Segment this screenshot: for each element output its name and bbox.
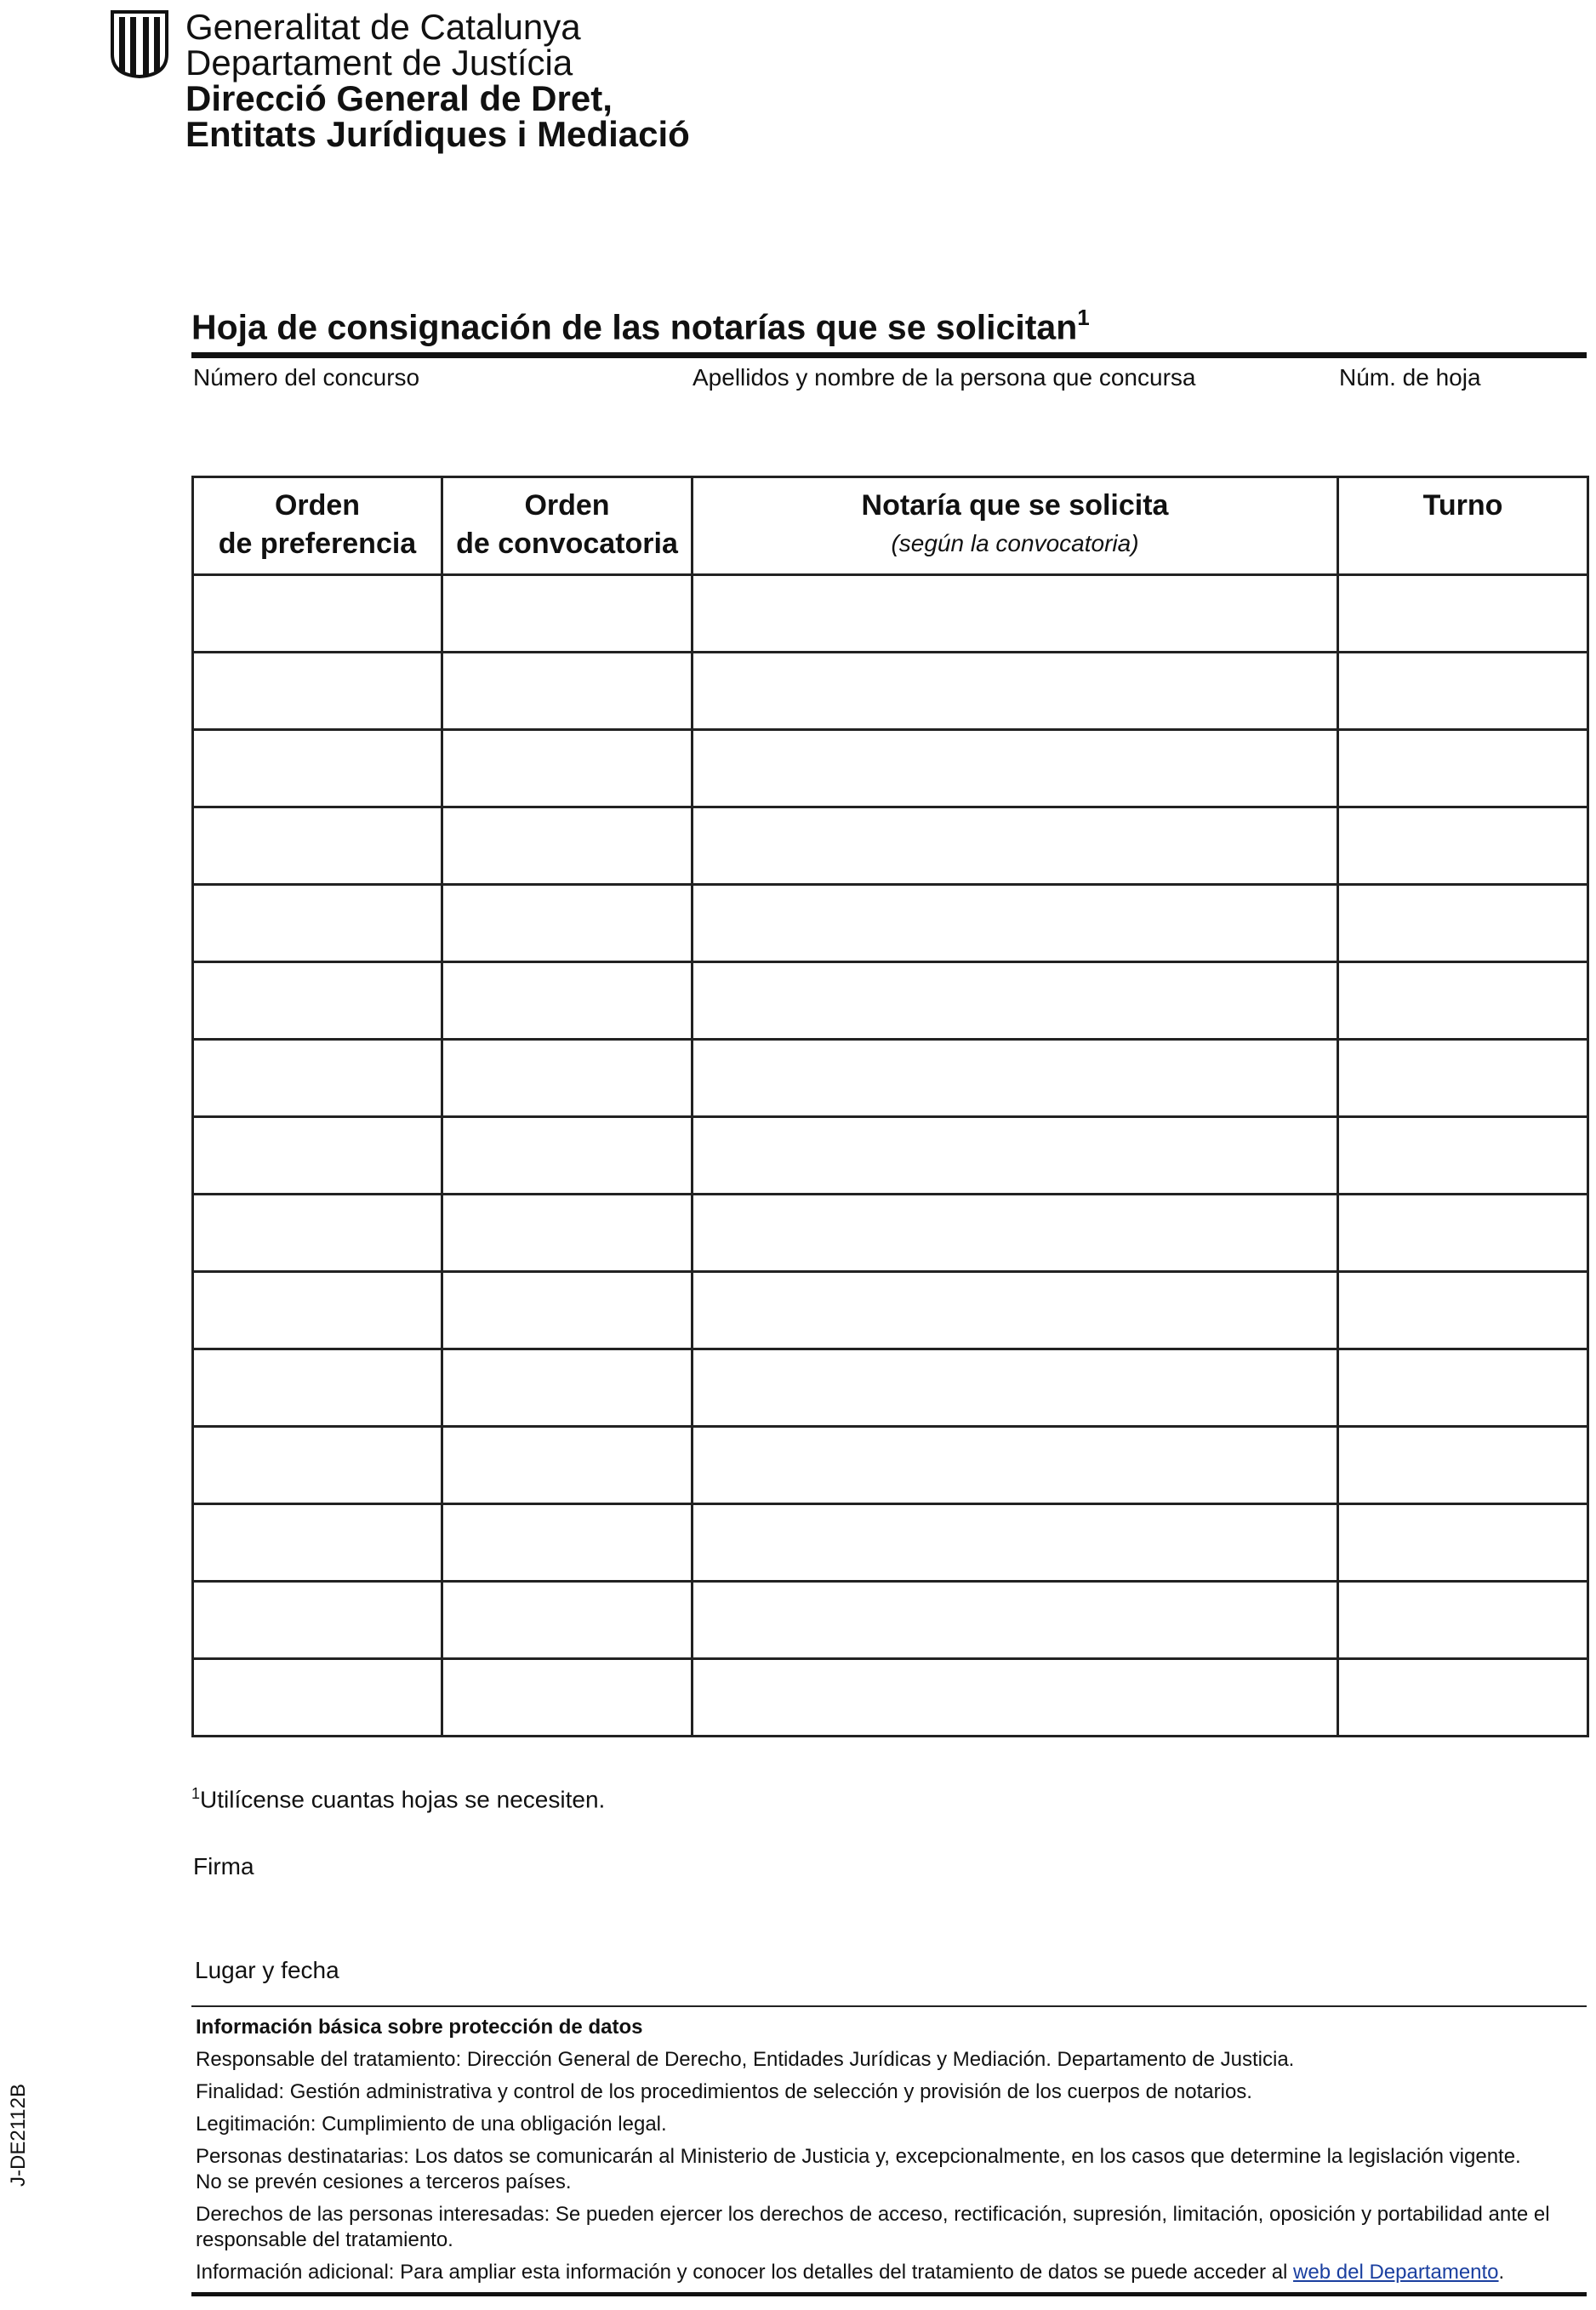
cell-orden-convocatoria[interactable] <box>442 653 693 730</box>
dp-adicional-end: . <box>1498 2261 1505 2284</box>
cell-notaria[interactable] <box>693 807 1338 885</box>
table-row <box>193 962 1588 1040</box>
cell-orden-convocatoria[interactable] <box>442 730 693 807</box>
cell-notaria[interactable] <box>693 1504 1338 1582</box>
table-row <box>193 1195 1588 1272</box>
data-protection-section <box>196 2015 1582 2292</box>
cell-orden-convocatoria[interactable] <box>442 575 693 653</box>
cell-turno[interactable] <box>1338 1040 1588 1117</box>
cell-orden-preferencia[interactable] <box>193 1504 442 1582</box>
table-row <box>193 1349 1588 1427</box>
header-text: de convocatoria <box>456 528 678 560</box>
cell-notaria[interactable] <box>693 1349 1338 1427</box>
table-row <box>193 807 1588 885</box>
document-code: J-DE2112B <box>7 2084 30 2187</box>
cell-notaria[interactable] <box>693 730 1338 807</box>
cell-orden-convocatoria[interactable] <box>442 1349 693 1427</box>
notarias-table <box>191 476 1587 1737</box>
dp-derechos: Derechos de las personas interesadas: Se pueden ejercer los derechos de acceso, rectificación, supresión, limitación, oposición y portabilidad ante el responsable del tratamiento. <box>196 2203 1550 2251</box>
cell-orden-convocatoria[interactable] <box>442 1195 693 1272</box>
footnote-text: Utilícense cuantas hojas se necesiten. <box>200 1786 606 1813</box>
dp-responsable: Responsable del tratamiento: Dirección General de Derecho, Entidades Jurídicas y Mediación. Departamento de Justicia. <box>196 2048 1295 2071</box>
cell-notaria[interactable] <box>693 885 1338 962</box>
cell-orden-preferencia[interactable] <box>193 1349 442 1427</box>
table-header-row <box>193 477 1588 575</box>
cell-turno[interactable] <box>1338 962 1588 1040</box>
place-date-label: Lugar y fecha <box>195 1957 339 1983</box>
cell-orden-convocatoria[interactable] <box>442 1427 693 1504</box>
cell-notaria[interactable] <box>693 1272 1338 1349</box>
cell-orden-preferencia[interactable] <box>193 730 442 807</box>
cell-turno[interactable] <box>1338 1427 1588 1504</box>
header-text: Turno <box>1422 489 1503 522</box>
header-notaria <box>693 477 1338 575</box>
cell-notaria[interactable] <box>693 575 1338 653</box>
cell-notaria[interactable] <box>693 653 1338 730</box>
cell-orden-preferencia[interactable] <box>193 1427 442 1504</box>
header-orden-preferencia <box>193 477 442 575</box>
footnote-mark: 1 <box>191 1785 201 1802</box>
bottom-divider <box>191 2292 1587 2296</box>
table-row <box>193 653 1588 730</box>
data-protection-divider <box>191 2005 1587 2007</box>
cell-orden-convocatoria[interactable] <box>442 962 693 1040</box>
contest-number-label: Número del concurso <box>193 364 420 391</box>
cell-notaria[interactable] <box>693 1117 1338 1195</box>
cell-turno[interactable] <box>1338 730 1588 807</box>
table-row <box>193 575 1588 653</box>
table-row <box>193 885 1588 962</box>
cell-turno[interactable] <box>1338 575 1588 653</box>
cell-notaria[interactable] <box>693 1040 1338 1117</box>
table-row <box>193 1504 1588 1582</box>
cell-orden-convocatoria[interactable] <box>442 1582 693 1659</box>
table-row <box>193 1582 1588 1659</box>
header-text: Orden <box>274 489 361 522</box>
cell-turno[interactable] <box>1338 1659 1588 1737</box>
cell-turno[interactable] <box>1338 1504 1588 1582</box>
sheet-number-label: Núm. de hoja <box>1339 364 1481 391</box>
dp-destinatarios <box>196 2144 1582 2195</box>
form-title-text: Hoja de consignación de las notarías que se solicitan <box>191 307 1078 347</box>
title-footnote-mark: 1 <box>1077 305 1090 330</box>
dp-legitimacion: Legitimación: Cumplimiento de una obligación legal. <box>196 2113 667 2136</box>
cell-orden-preferencia[interactable] <box>193 885 442 962</box>
cell-orden-preferencia[interactable] <box>193 653 442 730</box>
cell-orden-convocatoria[interactable] <box>442 1272 693 1349</box>
cell-orden-preferencia[interactable] <box>193 807 442 885</box>
org-name-directorate-line1: Direcció General de Dret, <box>185 78 613 118</box>
cell-turno[interactable] <box>1338 1117 1588 1195</box>
cell-orden-convocatoria[interactable] <box>442 1504 693 1582</box>
header-text: Notaría que se solicita <box>861 489 1169 522</box>
form-title <box>191 306 1090 348</box>
footnote <box>191 1785 605 1813</box>
table-row <box>193 1272 1588 1349</box>
org-name-generalitat: Generalitat de Catalunya <box>185 7 581 47</box>
generalitat-logo-icon <box>109 9 170 78</box>
cell-notaria[interactable] <box>693 1582 1338 1659</box>
table-row <box>193 1040 1588 1117</box>
table-row <box>193 1427 1588 1504</box>
cell-orden-preferencia[interactable] <box>193 1659 442 1737</box>
cell-turno[interactable] <box>1338 807 1588 885</box>
table-row <box>193 1117 1588 1195</box>
cell-orden-preferencia[interactable] <box>193 962 442 1040</box>
data-protection-title: Información básica sobre protección de datos <box>196 2016 643 2039</box>
cell-notaria[interactable] <box>693 1427 1338 1504</box>
cell-turno[interactable] <box>1338 653 1588 730</box>
header-orden-convocatoria <box>442 477 693 575</box>
table-row <box>193 1659 1588 1737</box>
cell-orden-preferencia[interactable] <box>193 575 442 653</box>
header-note: (según la convocatoria) <box>891 530 1139 556</box>
header-text: de preferencia <box>218 528 417 560</box>
dp-destinatarios-line2: No se prevén cesiones a terceros países. <box>196 2170 572 2193</box>
header-turno <box>1338 477 1588 575</box>
signature-label: Firma <box>193 1853 254 1879</box>
cell-notaria[interactable] <box>693 1659 1338 1737</box>
applicant-name-label: Apellidos y nombre de la persona que concursa <box>693 364 1196 391</box>
department-web-link[interactable]: web del Departamento <box>1293 2261 1499 2284</box>
title-divider <box>191 352 1587 358</box>
cell-orden-preferencia[interactable] <box>193 1040 442 1117</box>
dp-adicional <box>196 2260 1582 2285</box>
cell-orden-preferencia[interactable] <box>193 1117 442 1195</box>
cell-turno[interactable] <box>1338 1272 1588 1349</box>
cell-orden-convocatoria[interactable] <box>442 1117 693 1195</box>
header-text: Orden <box>524 489 610 522</box>
cell-orden-convocatoria[interactable] <box>442 1659 693 1737</box>
table-row <box>193 730 1588 807</box>
cell-turno[interactable] <box>1338 1582 1588 1659</box>
cell-orden-preferencia[interactable] <box>193 1195 442 1272</box>
table-body <box>193 575 1588 1737</box>
org-name-directorate-line2: Entitats Jurídiques i Mediació <box>185 114 690 154</box>
cell-orden-convocatoria[interactable] <box>442 885 693 962</box>
org-name-department: Departament de Justícia <box>185 43 573 83</box>
cell-orden-convocatoria[interactable] <box>442 1040 693 1117</box>
dp-destinatarios-line1: Personas destinatarias: Los datos se comunicarán al Ministerio de Justicia y, excepcionalmente, en los casos que determine la legislación vigente. <box>196 2145 1521 2168</box>
cell-orden-convocatoria[interactable] <box>442 807 693 885</box>
cell-orden-preferencia[interactable] <box>193 1272 442 1349</box>
cell-notaria[interactable] <box>693 962 1338 1040</box>
cell-notaria[interactable] <box>693 1195 1338 1272</box>
cell-turno[interactable] <box>1338 885 1588 962</box>
dp-adicional-text: Información adicional: Para ampliar esta información y conocer los detalles del tratamiento de datos se puede acceder al <box>196 2261 1294 2284</box>
cell-turno[interactable] <box>1338 1349 1588 1427</box>
cell-turno[interactable] <box>1338 1195 1588 1272</box>
cell-orden-preferencia[interactable] <box>193 1582 442 1659</box>
dp-finalidad: Finalidad: Gestión administrativa y control de los procedimientos de selección y provisión de los cuerpos de notarios. <box>196 2080 1252 2103</box>
